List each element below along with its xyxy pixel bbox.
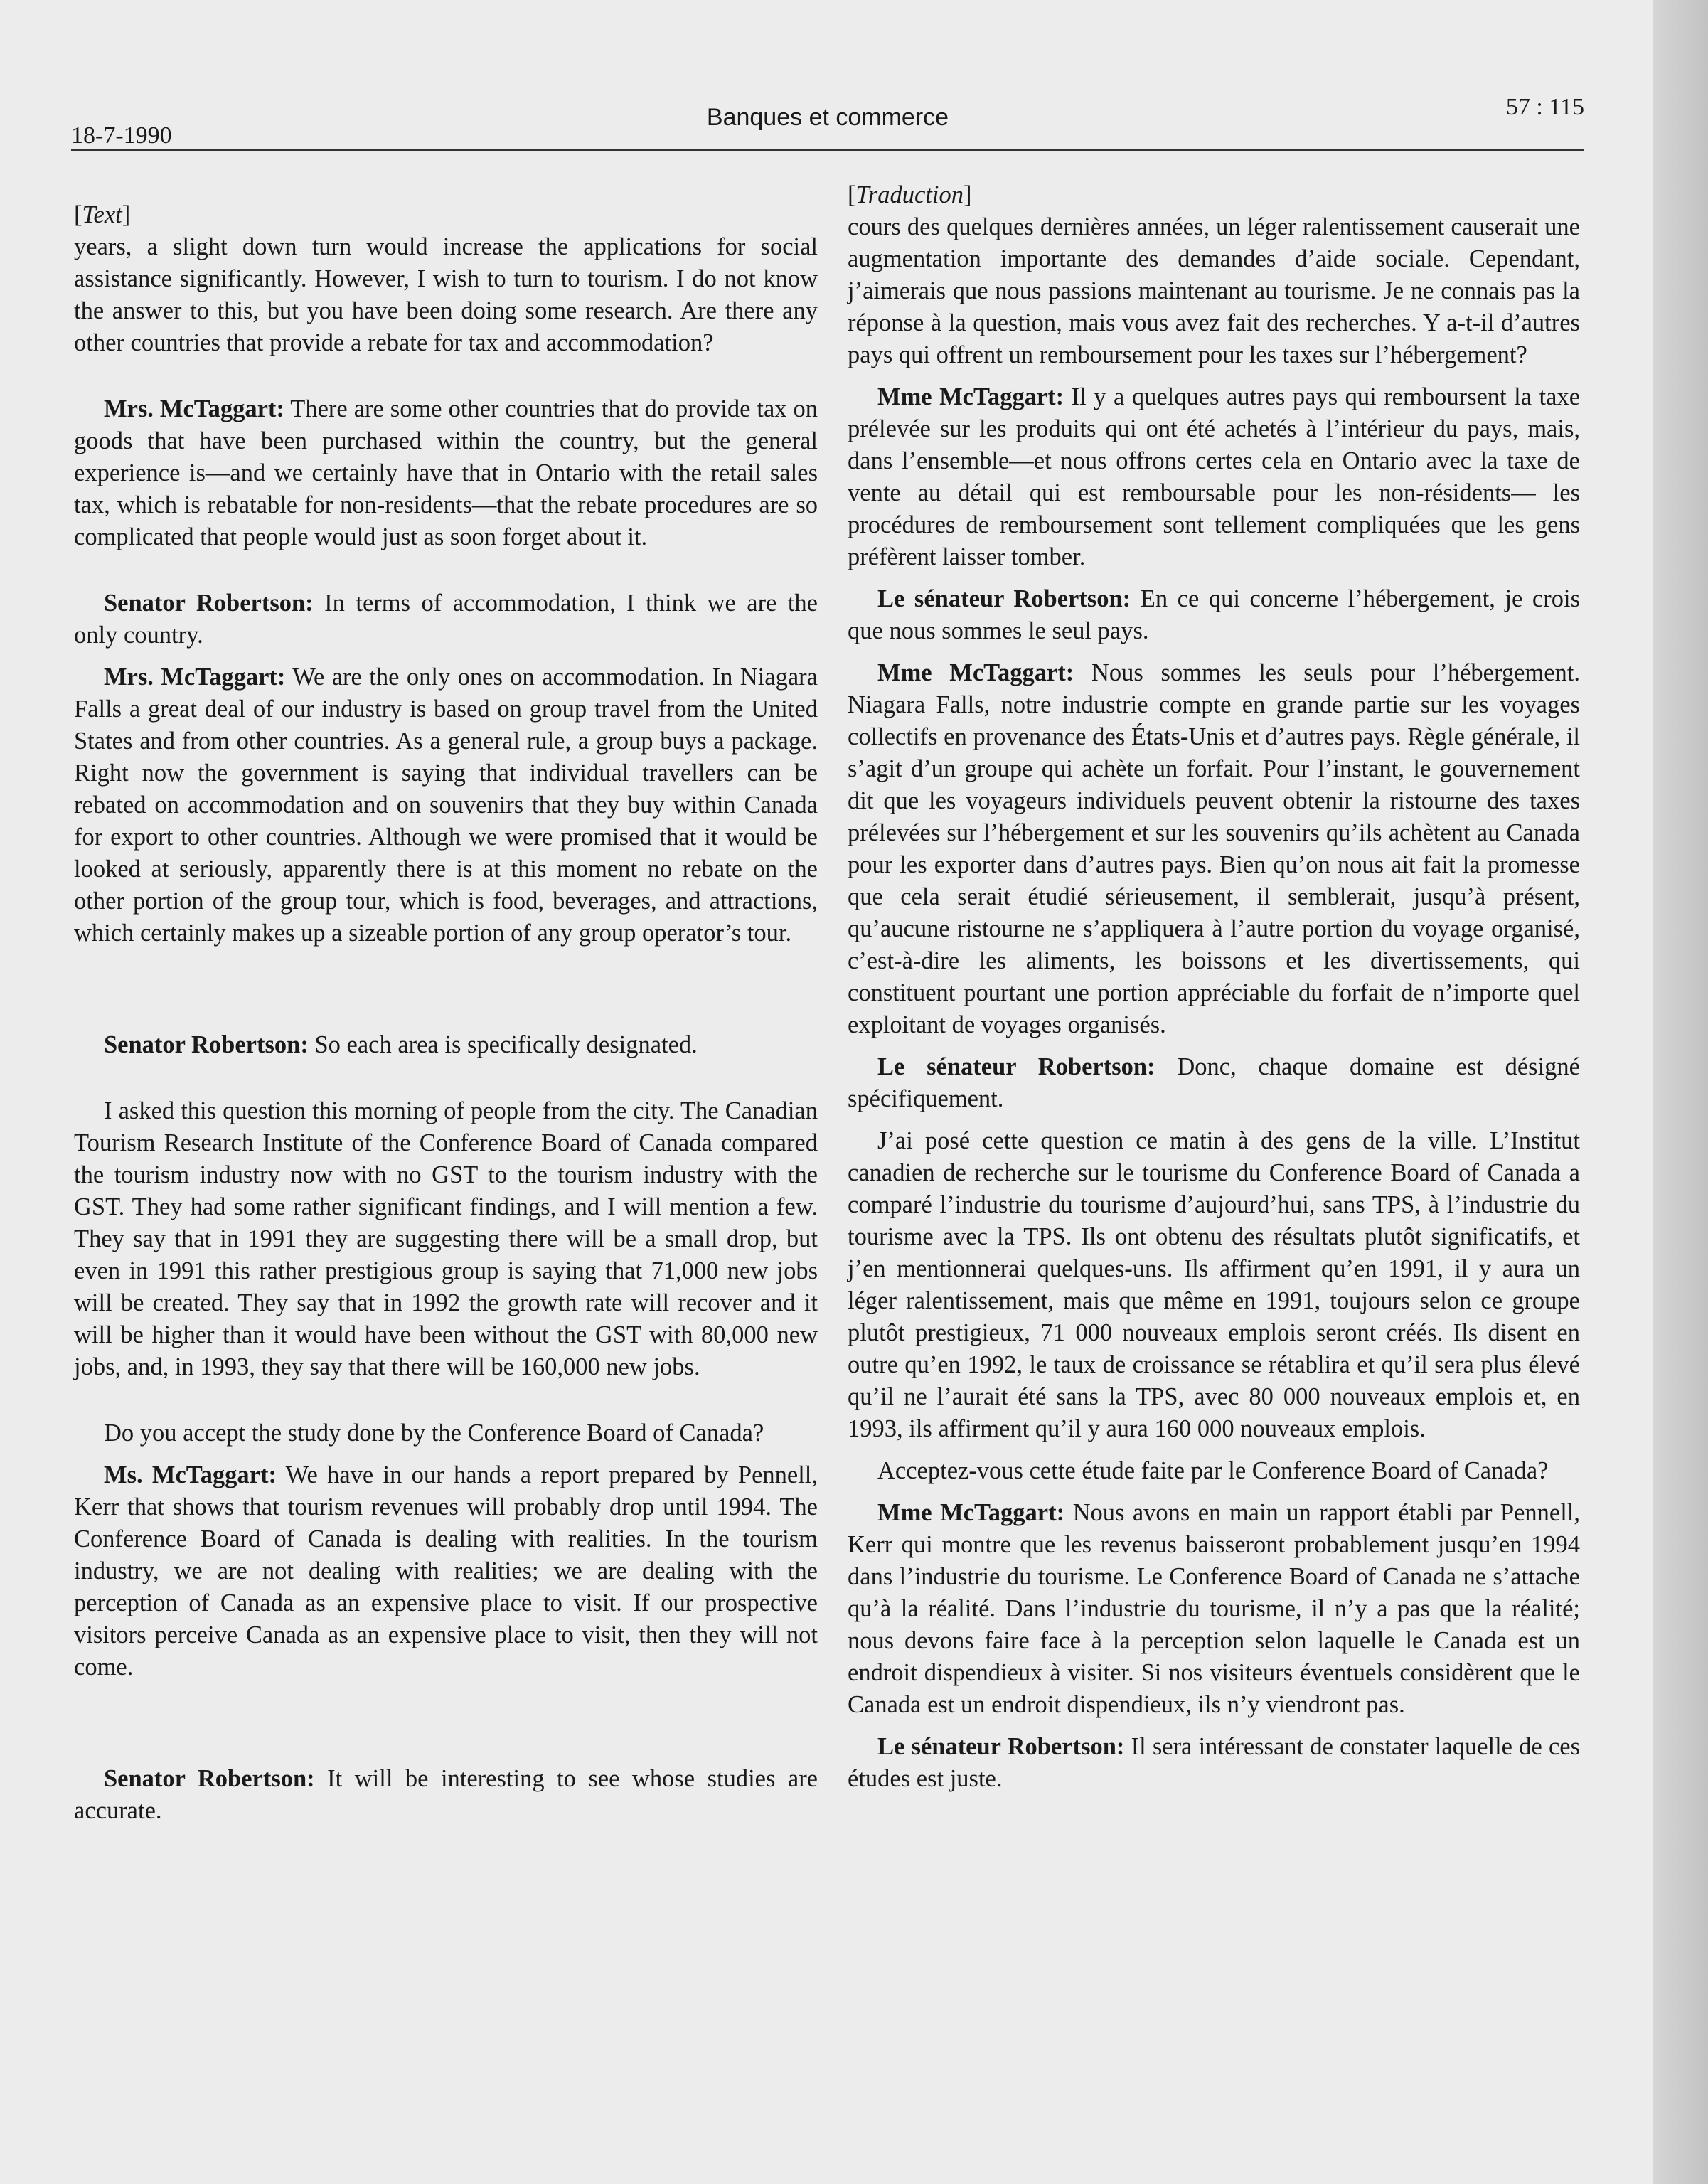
paragraph bbox=[74, 1459, 818, 1683]
english-column bbox=[74, 199, 818, 1827]
section-tag: [Traduction] bbox=[848, 181, 972, 208]
speech: In terms of accommodation, I think we are the only country. bbox=[74, 590, 818, 649]
speaker: Senator Robertson: bbox=[104, 1031, 309, 1058]
speaker: Senator Robertson: bbox=[104, 590, 314, 617]
speech: Nous sommes les seuls pour l’hébergement. Niagara Falls, notre industrie compte en grande partie sur les voyages collectifs en provenance des États-Unis et d’autres pays. Règle générale, il s’agit d’un groupe qui achète un forfait. Pour l’instant, le gouvernement dit que les voyageurs individuels peuvent obtenir la ristourne des taxes prélevées sur l’hébergement et sur les souvenirs qu’ils achètent au Canada pour les exporter dans d’autres pays. Bien qu’on nous ait fait la promesse que cela serait étudié sérieusement, il semblerait, jusqu’à présent, qu’aucune ristourne ne s’appliquera à l’autre portion du voyage organisé, c’est-à-dire les aliments, les boissons et les divertissements, qui constituent pourtant une portion appréciable du forfait de n’importe quel exploitant de voyages organisés. bbox=[848, 659, 1581, 1038]
header-title: Banques et commerce bbox=[706, 104, 949, 131]
paragraph: years, a slight down turn would increase the applications for social assistance significantly. However, I wish to turn to tourism. I do not know the answer to this, but you have been doing some research. Are there any other countries that provide a rebate for tax and accommodation? bbox=[74, 233, 818, 356]
french-column bbox=[848, 179, 1580, 1795]
speaker: Ms. McTaggart: bbox=[104, 1461, 277, 1488]
paragraph bbox=[74, 587, 818, 651]
paragraph bbox=[848, 583, 1580, 647]
speaker: Mrs. McTaggart: bbox=[104, 395, 284, 422]
speaker: Le sénateur Robertson: bbox=[877, 1053, 1155, 1080]
speaker: Le sénateur Robertson: bbox=[877, 1733, 1125, 1760]
paragraph bbox=[848, 381, 1580, 573]
paragraph bbox=[74, 393, 818, 553]
speech: Il sera intéressant de constater laquelle de ces études est juste. bbox=[848, 1733, 1581, 1792]
speech: There are some other countries that do provide tax on goods that have been purchased within the country, but the general experience is—and we certainly have that in Ontario with the retail sales tax, which is rebatable for non-residents—that the rebate procedures are so complicated that people would just as soon forget about it. bbox=[74, 395, 818, 550]
section-tag: [Text] bbox=[74, 201, 131, 228]
paragraph: J’ai posé cette question ce matin à des gens de la ville. L’Institut canadien de recherche sur le tourisme du Conference Board of Canada a comparé l’industrie du tourisme d’aujourd’hui, sans TPS, à l’industrie du tourisme avec la TPS. Ils ont obtenu des résultats plutôt significatifs, et j’en mentionnerai quelques-uns. Ils affirment qu’en 1991, il y aura un léger ralentissement, mais que même en 1991, toujours selon ce groupe plutôt prestigieux, 71 000 nouveaux emplois seront créés. Ils disent en outre qu’en 1992, le taux de croissance se rétablira et qu’il sera plus élevé qu’il ne l’aurait été sans la TPS, avec 80 000 nouveaux emplois et, en 1993, ils affirment qu’il y aura 160 000 nouveaux emplois. bbox=[848, 1127, 1580, 1442]
paragraph bbox=[74, 1029, 818, 1061]
paragraph bbox=[848, 1051, 1580, 1115]
header-page-number: 57 : 115 bbox=[1505, 94, 1584, 120]
section-tag-text: Text bbox=[82, 201, 122, 228]
speech: Donc, chaque domaine est désigné spécifiquement. bbox=[848, 1053, 1580, 1112]
paragraph: I asked this question this morning of people from the city. The Canadian Tourism Research Institute of the Conference Board of Canada compared the tourism industry now with no GST to the tourism industry with the GST. They had some rather significant findings, and I will mention a few. They say that in 1991 they are suggesting there will be a small drop, but even in 1991 this rather prestigious group is saying that 71,000 new jobs will be created. They say that in 1992 the growth rate will recover and it will be higher than it would have been without the GST with 80,000 new jobs, and, in 1993, they say that there will be 160,000 new jobs. bbox=[74, 1097, 818, 1380]
paragraph bbox=[848, 1497, 1580, 1721]
speech: We have in our hands a report prepared by Pennell, Kerr that shows that tourism revenues will probably drop until 1994. The Conference Board of Canada is dealing with realities. In the tourism industry, we are not dealing with realities; we are dealing with the perception of Canada as an expensive place to visit. If our prospective visitors perceive Canada as an expensive place to visit, then they will not come. bbox=[74, 1461, 818, 1680]
paragraph bbox=[74, 1763, 818, 1827]
speech: En ce qui concerne l’hébergement, je crois que nous sommes le seul pays. bbox=[848, 585, 1580, 644]
paragraph: Do you accept the study done by the Conference Board of Canada? bbox=[104, 1419, 764, 1447]
page-edge bbox=[1653, 0, 1708, 2184]
paragraph bbox=[848, 657, 1580, 1041]
speaker: Mme McTaggart: bbox=[877, 1499, 1065, 1526]
speech: It will be interesting to see whose studies are accurate. bbox=[74, 1765, 818, 1824]
paragraph: Acceptez-vous cette étude faite par le Conference Board of Canada? bbox=[877, 1457, 1549, 1484]
speech: Il y a quelques autres pays qui remboursent la taxe prélevée sur les produits qui ont été achetés à l’intérieur du pays, mais, dans l’ensemble—et nous offrons certes cela en Ontario avec la taxe de vente au détail qui est remboursable pour les non-résidents— les procédures de remboursement sont tellement compliquées que les gens préfèrent laisser tomber. bbox=[848, 383, 1581, 570]
speaker: Mrs. McTaggart: bbox=[104, 664, 286, 691]
speaker: Mme McTaggart: bbox=[877, 659, 1074, 686]
paragraph bbox=[848, 1731, 1580, 1795]
header-date: 18-7-1990 bbox=[71, 122, 172, 149]
paragraph: cours des quelques dernières années, un léger ralentissement causerait une augmentation importante des demandes d’aide sociale. Cependant, j’aimerais que nous passions maintenant au tourisme. Je ne connais pas la réponse à la question, mais vous avez fait des recherches. Y a-t-il d’autres pays qui offrent un remboursement pour les taxes sur l’hébergement? bbox=[848, 213, 1580, 368]
page-header bbox=[71, 85, 1584, 156]
paragraph bbox=[74, 661, 818, 949]
speaker: Mme McTaggart: bbox=[877, 383, 1064, 410]
speaker: Senator Robertson: bbox=[104, 1765, 315, 1792]
speech: So each area is specifically designated. bbox=[314, 1031, 698, 1058]
speaker: Le sénateur Robertson: bbox=[877, 585, 1131, 612]
speech: Nous avons en main un rapport établi par Pennell, Kerr qui montre que les revenus baisseront probablement jusqu’en 1994 dans l’industrie du tourisme. Le Conference Board of Canada ne s’attache qu’à la réalité. Dans l’industrie du tourisme, il n’y a pas que la réalité; nous devons faire face à la perception selon laquelle le Canada est un endroit dispendieux à visiter. Si nos visiteurs éventuels considèrent que le Canada est un endroit dispendieux, ils n’y viendront pas. bbox=[848, 1499, 1581, 1718]
section-tag-text: Traduction bbox=[855, 181, 964, 208]
speech: We are the only ones on accommodation. In Niagara Falls a great deal of our industry is based on group travel from the United States and from other countries. As a general rule, a group buys a package. Right now the government is saying that individual travellers can be rebated on accommodation and on souvenirs that they buy within Canada for export to other countries. Although we were promised that it would be looked at seriously, apparently there is at this moment no rebate on the other portion of the group tour, which is food, beverages, and attractions, which certainly makes up a sizeable portion of any group operator’s tour. bbox=[74, 664, 818, 947]
header-rule bbox=[71, 149, 1584, 151]
